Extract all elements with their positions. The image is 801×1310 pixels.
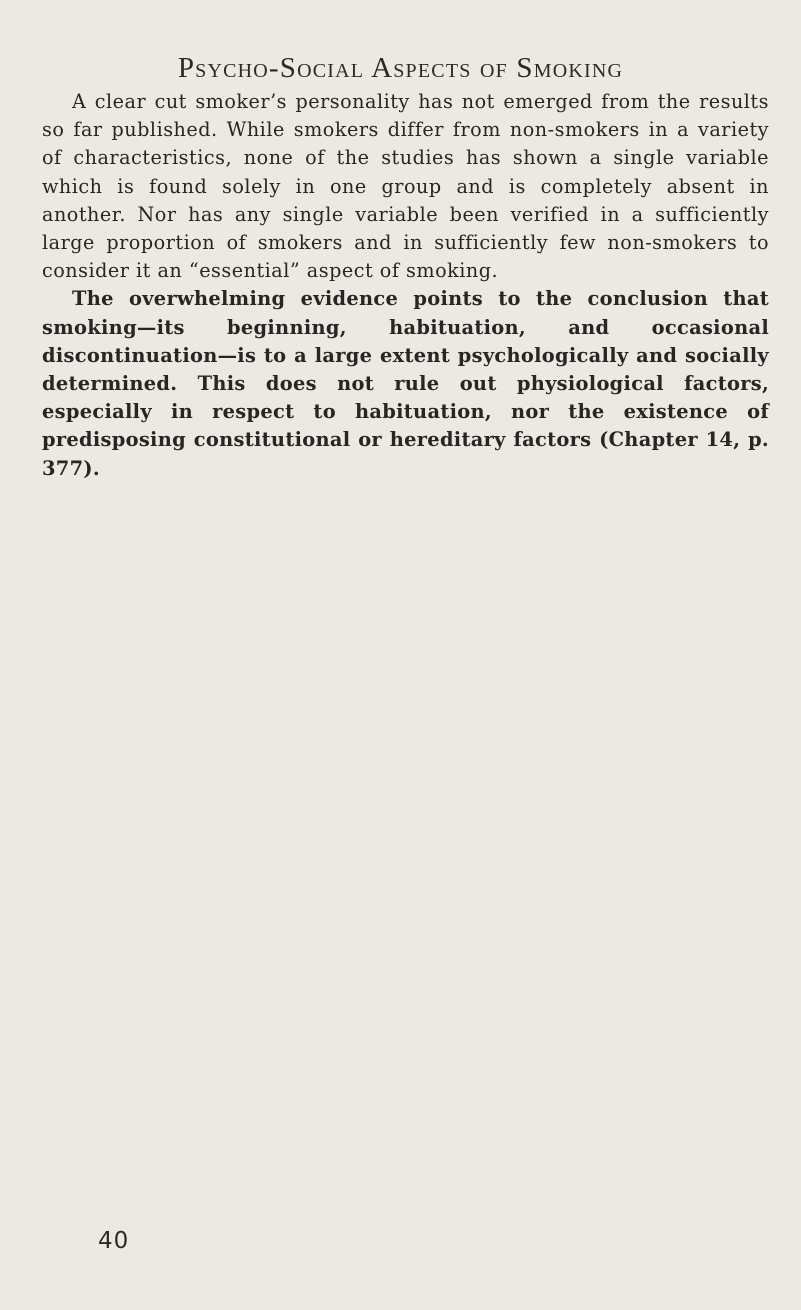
paragraph-conclusion: The overwhelming evidence points to the conclusion that smoking—its beginning, habituation, and occasional discontinuation—is to a large extent psychologically and socially determined. This does not rule out physiological factors, especially in respect to habituation, nor the existence of predisposing constitutional or hereditary factors (Chapter 14, p. 377). xyxy=(42,287,769,480)
page-number: 40 xyxy=(98,1228,130,1254)
running-header: Psycho-Social Aspects of Smoking xyxy=(177,52,624,84)
body-text xyxy=(42,88,769,483)
paragraph-personality: A clear cut smoker’s personality has not emerged from the results so far published. While smokers differ from non-smokers in a variety of characteristics, none of the studies has shown a single variable which is found solely in one group and is completely absent in another. Nor has any single variable been verified in a sufficiently large proportion of smokers and in sufficiently few non-smokers to consider it an “essential” aspect of smoking. xyxy=(42,90,769,283)
